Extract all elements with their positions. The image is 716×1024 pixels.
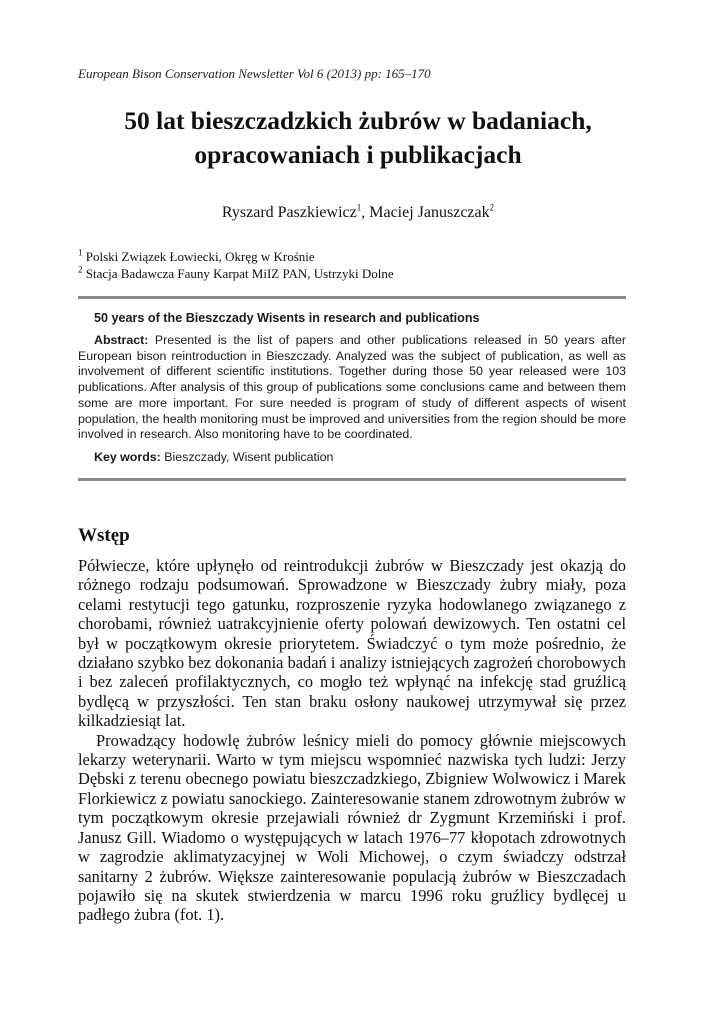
author-list (78, 204, 638, 222)
keywords (94, 449, 626, 465)
affiliation-text: Polski Związek Łowiecki, Okręg w Krośnie (85, 249, 315, 264)
abstract-text (78, 333, 626, 443)
abstract-top-rule (78, 296, 626, 299)
affiliation-number: 1 (78, 247, 83, 258)
author-name: Maciej Januszczak (369, 204, 490, 221)
author-name: Ryszard Paszkiewicz (221, 204, 357, 221)
affiliation-1 (78, 248, 315, 265)
keywords-label: Key words: (94, 449, 161, 464)
abstract-label: Abstract: (94, 333, 149, 347)
author-affiliation-mark: 2 (489, 202, 495, 213)
affiliation-number: 2 (78, 264, 83, 275)
abstract-body: Presented is the list of papers and other publications released in 50 years after European bison reintroduction in Bieszczady. Analyzed was the subject of publication, as well as involvement of different scientific institutions. Together during those 50 year released were 103 publications. After analysis of this group of publications some conclusions came and between them some are more important. For sure needed is program of study of different aspects of wisent population, the health monitoring must be improved and universities from the region should be more involved in research. Also monitoring have to be coordinated. (78, 333, 626, 442)
section-heading: Wstęp (78, 525, 130, 546)
affiliation-2 (78, 265, 394, 282)
article-title: 50 lat bieszczadzkich żubrów w badaniach, opracowaniach i publikacjach (124, 106, 592, 169)
abstract-bottom-rule (78, 478, 626, 481)
abstract-title: 50 years of the Bieszczady Wisents in research and publications (94, 311, 480, 325)
author-separator: , (361, 204, 370, 221)
abstract-box (78, 309, 626, 465)
section-body (78, 556, 626, 925)
affiliation-text: Stacja Badawcza Fauny Karpat MiIZ PAN, Ustrzyki Dolne (85, 266, 394, 281)
author-affiliation-mark: 1 (356, 202, 362, 213)
body-paragraph: Prowadzący hodowlę żubrów leśnicy mieli do pomocy głównie miejscowych lekarzy weterynarii. Warto w tym miejscu wspomnieć nazwiska tych ludzi: Jerzy Dębski z terenu obecnego powiatu bieszczadzkiego, Zbigniew Wolwowicz i Marek Florkiewicz z powiatu sanockiego. Zainteresowanie stanem zdrowotnym żubrów w tym początkowym okresie przejawiali również dr Zygmunt Krzemiński i prof. Janusz Gill. Wiadomo o występujących w latach 1976–77 kłopotach zdrowotnych w zagrodzie aklimatyzacyjnej w Woli Michowej, o czym świadczy odstrzał sanitarny 2 żubrów. Większe zainteresowanie populacją żubrów w Bieszczadach pojawiło się na skutek stwierdzenia w marcu 1996 roku gruźlicy bydlęcej u padłego żubra (fot. 1). (78, 730, 626, 925)
body-paragraph: Półwiecze, które upłynęło od reintrodukcji żubrów w Bieszczady jest okazją do różnego rodzaju podsumowań. Sprowadzone w Bieszczady żubry miały, poza celami restytucji tego gatunku, rozproszenie ryzyka hodowlanego związanego z chorobami, również uatrakcyjnienie oferty polowań dewizowych. Ten ostatni cel był w początkowym okresie priorytetem. Świadczyć o tym może pośrednio, że działano szybko bez dokonania badań i analizy istniejących zagrożeń chorobowych i bez zaleceń profilaktycznych, co mogło też wpłynąć na infekcję stad gruźlicą bydlęcą w przyszłości. Ten stan braku osłony naukowej utrzymywał się przez kilkadziesiąt lat. (78, 556, 626, 731)
journal-header: European Bison Conservation Newsletter Vol 6 (2013) pp: 165–170 (78, 66, 431, 81)
keywords-text: Bieszczady, Wisent publication (164, 449, 334, 464)
